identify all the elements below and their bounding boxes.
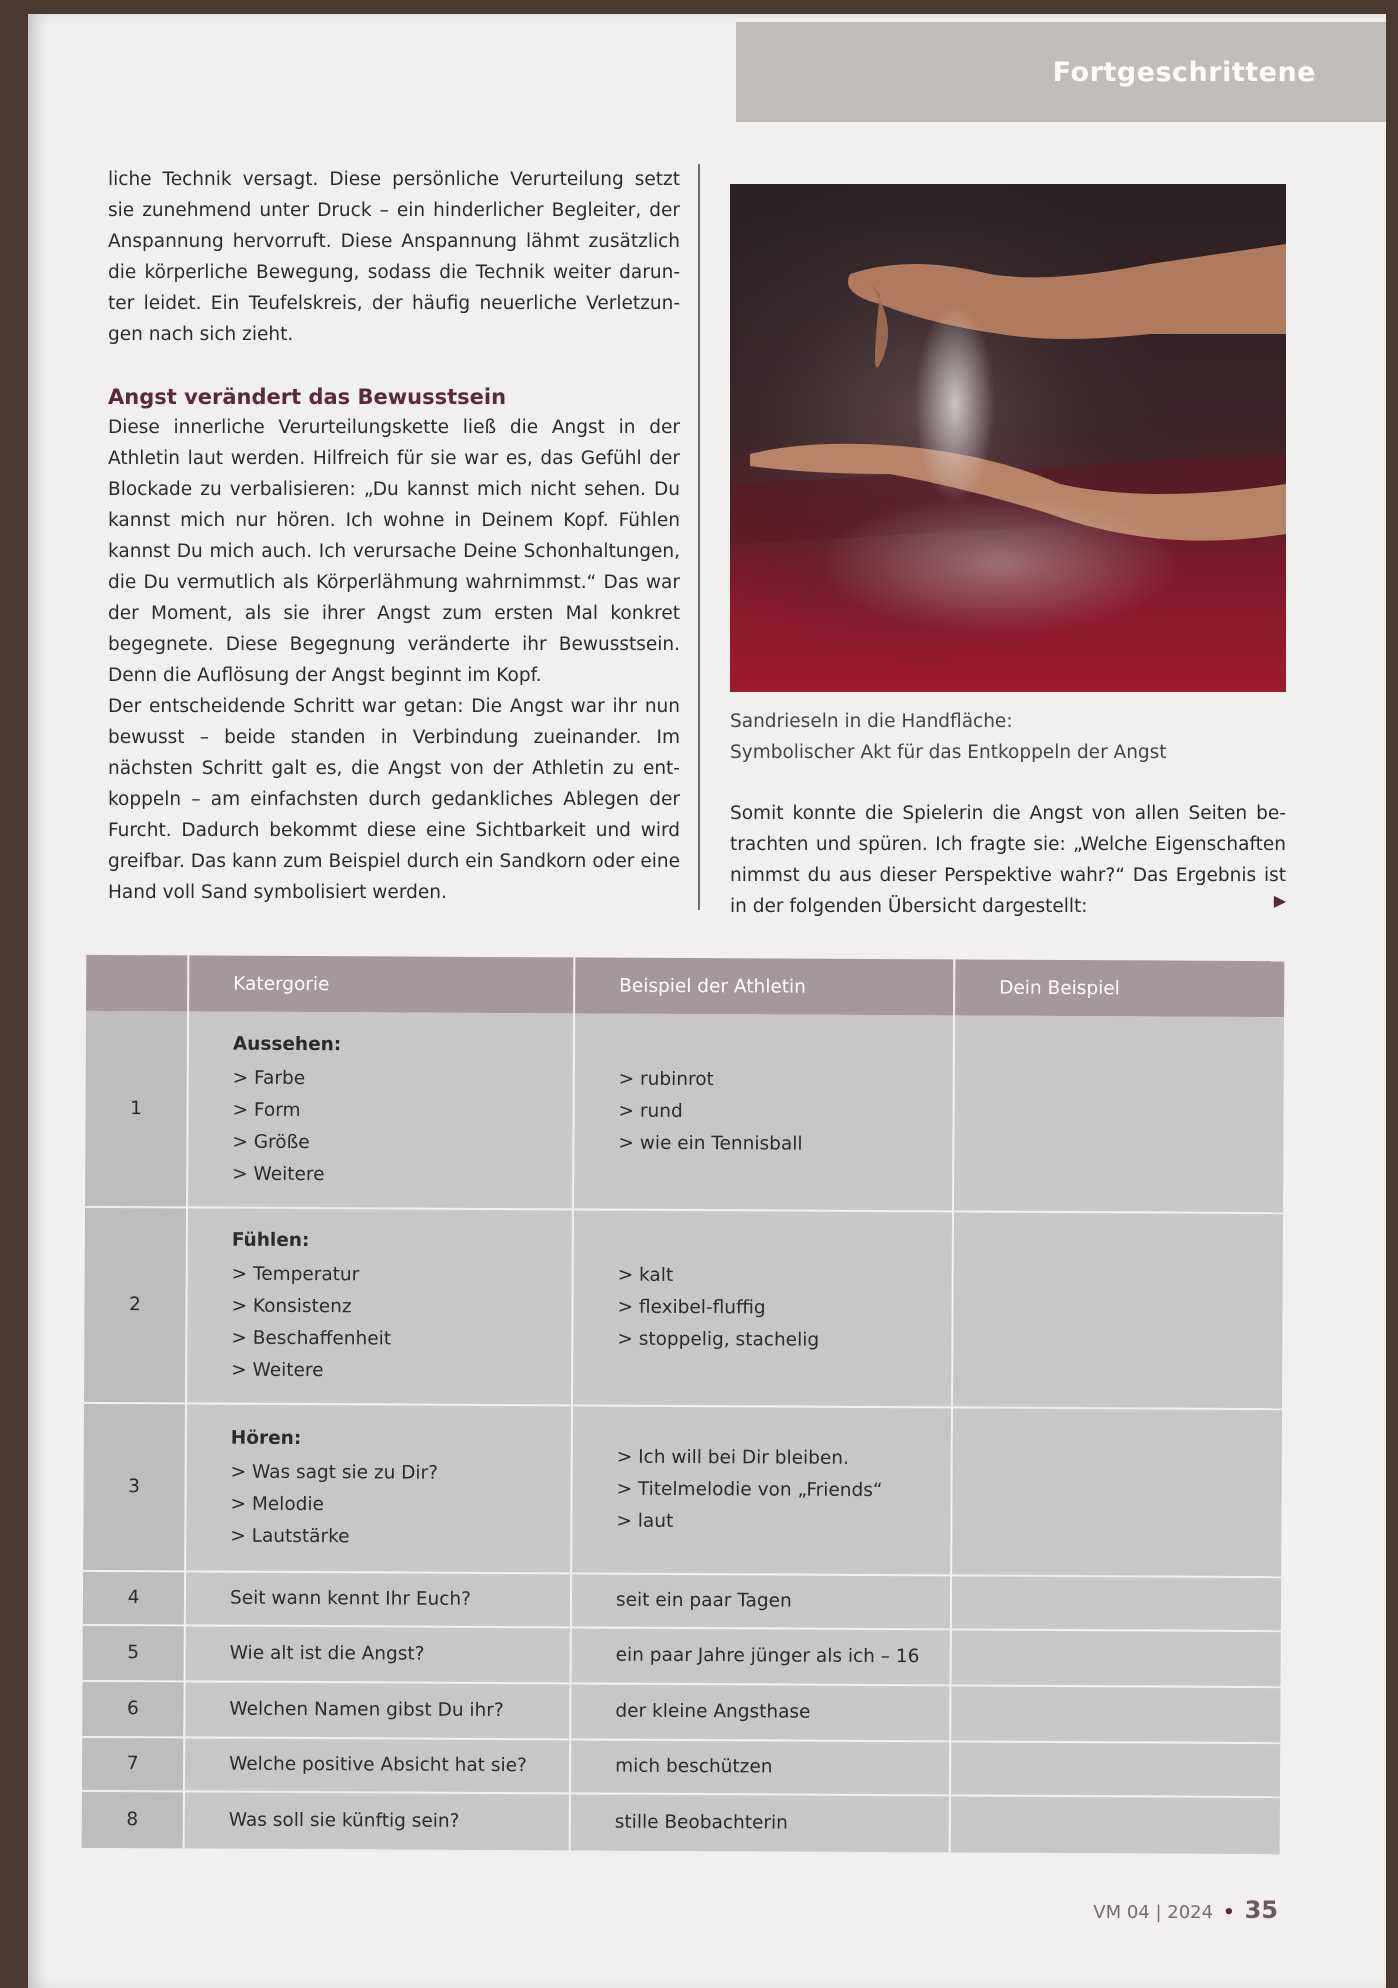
header-number [86, 955, 188, 1012]
category-item: > Melodie [230, 1493, 324, 1516]
section-title: Fortgeschrittene [1052, 56, 1316, 88]
page-footer [1093, 1896, 1278, 1924]
caption-line: Sandrieseln in die Handfläche: [730, 711, 1013, 732]
angst-table [82, 955, 1285, 1856]
athlete-example: > flexibel-fluffig [617, 1296, 766, 1319]
row-number: 3 [83, 1403, 186, 1572]
athlete-example-cell [571, 1627, 951, 1685]
category-item: Was soll sie künftig sein? [228, 1809, 460, 1832]
table-row [84, 1207, 1283, 1409]
table-row [83, 1625, 1281, 1687]
athlete-example: stille Beobachterin [614, 1811, 788, 1834]
category-item: > Beschaffenheit [231, 1327, 392, 1350]
athlete-example: > laut [616, 1510, 674, 1532]
row-number: 5 [83, 1625, 185, 1682]
athlete-example-cell [570, 1739, 950, 1795]
category-item: Wie alt ist die Angst? [229, 1642, 425, 1665]
issue-label: VM 04 | 2024 [1093, 1902, 1214, 1923]
category-title: Aussehen: [232, 1033, 342, 1055]
table-row [83, 1403, 1282, 1577]
footer-separator: • [1223, 1902, 1235, 1923]
category-cell [186, 1207, 573, 1405]
body-paragraph: Der entscheidende Schritt war getan: Die Angst war ihr nun bewusst – beide standen in Verbindung zueinander. Im nächsten Schritt galt es, die Angst von der Athletin zu ent- koppeln – am einfachsten durch gedankliches Ablegen der Furcht. Dadurch bekommt diese eine Sichtbarkeit und wird greifbar. Das kann zum Beispiel durch ein Sandkorn oder eine Hand voll Sand symbolisiert werden. [108, 696, 680, 903]
header-category: Katergorie [188, 955, 574, 1013]
row-number: 1 [85, 1011, 188, 1208]
category-title: Fühlen: [231, 1229, 310, 1252]
your-example-cell[interactable] [953, 1015, 1284, 1213]
category-item: > Größe [232, 1131, 310, 1153]
athlete-example: > stoppelig, stachelig [617, 1328, 820, 1351]
page-number: 35 [1244, 1896, 1278, 1924]
table-row [83, 1571, 1281, 1631]
column-divider [698, 164, 700, 910]
your-example-cell[interactable] [950, 1795, 1280, 1855]
row-number: 2 [84, 1207, 187, 1404]
category-item: Welchen Namen gibst Du ihr? [229, 1698, 504, 1722]
magazine-page [28, 14, 1386, 1988]
category-cell [185, 1403, 572, 1573]
row-number: 6 [82, 1681, 184, 1738]
category-cell [185, 1571, 571, 1627]
table-row [82, 1737, 1280, 1797]
category-item: > Was sagt sie zu Dir? [230, 1461, 439, 1484]
athlete-example-cell [571, 1573, 951, 1629]
your-example-cell[interactable] [951, 1629, 1281, 1687]
category-item: Seit wann kennt Ihr Euch? [229, 1587, 472, 1610]
your-example-cell[interactable] [952, 1211, 1283, 1409]
category-item: > Temperatur [231, 1263, 360, 1286]
left-column [108, 164, 680, 908]
your-example-cell[interactable] [951, 1407, 1282, 1577]
athlete-example: ein paar Jahre jünger als ich – 16 [615, 1644, 920, 1668]
caption-line: Symbolischer Akt für das Entkoppeln der Angst [730, 742, 1167, 763]
header-athlete-example: Beispiel der Athletin [574, 957, 954, 1015]
athlete-example: mich beschützen [615, 1755, 773, 1778]
body-paragraph: Diese innerliche Verurteilungskette ließ die Angst in der Athletin laut werden. Hilfreich für sie war es, das Gefühl der Blockade zu verbalisieren: „Du kannst mich nicht sehen. Du kannst mich nur hören. Ich wohne in Deinem Kopf. Fühlen kannst Du mich auch. Ich verursache Deine Schonhaltungen, die Du vermutlich als Körperlähmung wahrnimmst.“ Das war der Moment, als sie ihrer Angst zum ersten Mal konkret begegnete. Diese Begegnung veränderte ihr Bewusstsein. Denn die Auflösung der Angst beginnt im Kopf. [108, 417, 680, 686]
category-cell [184, 1791, 570, 1851]
continue-arrow-icon: ▶ [1273, 891, 1286, 910]
row-number: 7 [82, 1737, 184, 1792]
athlete-example-cell [572, 1209, 953, 1407]
category-cell [187, 1011, 574, 1209]
category-item: > Weitere [231, 1359, 324, 1382]
category-cell [184, 1681, 570, 1739]
athlete-example-cell [571, 1405, 952, 1575]
row-number: 4 [83, 1571, 185, 1626]
section-heading: Angst verändert das Bewusstsein [108, 385, 507, 409]
row-number: 8 [82, 1791, 184, 1850]
athlete-example: > rubinrot [618, 1068, 714, 1090]
category-item: > Lautstärke [230, 1525, 350, 1548]
athlete-example: > kalt [617, 1264, 674, 1286]
body-paragraph: liche Technik versagt. Diese persönliche Verurteilung setzt sie zunehmend unter Druck – ein hinderlicher Begleiter, der Anspannung hervorruft. Diese Anspannung lähmt zusätzlich die körperliche Bewegung, sodass die Technik weiter darun- ter leidet. Ein Teufelskreis, der häufig neuerliche Verletzun- gen nach sich zieht. [108, 169, 680, 345]
category-item: Welche positive Absicht hat sie? [229, 1753, 527, 1777]
category-item: > Form [232, 1099, 301, 1121]
header-your-example: Dein Beispiel [954, 959, 1284, 1017]
category-item: > Farbe [232, 1067, 306, 1089]
category-item: > Weitere [232, 1163, 325, 1185]
athlete-example: > Titelmelodie von „Friends“ [616, 1478, 883, 1502]
category-cell [185, 1625, 571, 1683]
athlete-example: > Ich will bei Dir bleiben. [616, 1446, 849, 1469]
category-title: Hören: [230, 1427, 302, 1450]
athlete-example: > rund [618, 1100, 683, 1122]
table-header-row [86, 955, 1284, 1017]
table-row [85, 1011, 1284, 1213]
athlete-example: > wie ein Tennisball [618, 1132, 803, 1155]
athlete-example-cell [570, 1683, 950, 1741]
athlete-example: seit ein paar Tagen [615, 1589, 792, 1612]
category-item: > Konsistenz [231, 1295, 352, 1318]
athlete-example-cell [573, 1013, 954, 1211]
athlete-example-cell [570, 1793, 950, 1853]
your-example-cell[interactable] [950, 1741, 1280, 1797]
photo-sand-hands [730, 184, 1286, 692]
body-paragraph: Somit konnte die Spielerin die Angst von allen Seiten be- trachten und spüren. Ich fragte sie: „Welche Eigenschaften nimmst du aus dieser Perspektive wahr?“ Das Ergebnis ist in der folgenden Übersicht dargestellt: [730, 803, 1286, 917]
your-example-cell[interactable] [950, 1685, 1280, 1743]
table-row [82, 1791, 1280, 1855]
photo-caption [730, 706, 1286, 768]
section-tab [736, 22, 1386, 122]
your-example-cell[interactable] [951, 1575, 1281, 1631]
table-row [82, 1681, 1280, 1743]
category-cell [184, 1737, 570, 1793]
athlete-example: der kleine Angsthase [615, 1700, 811, 1723]
right-column [730, 798, 1286, 922]
